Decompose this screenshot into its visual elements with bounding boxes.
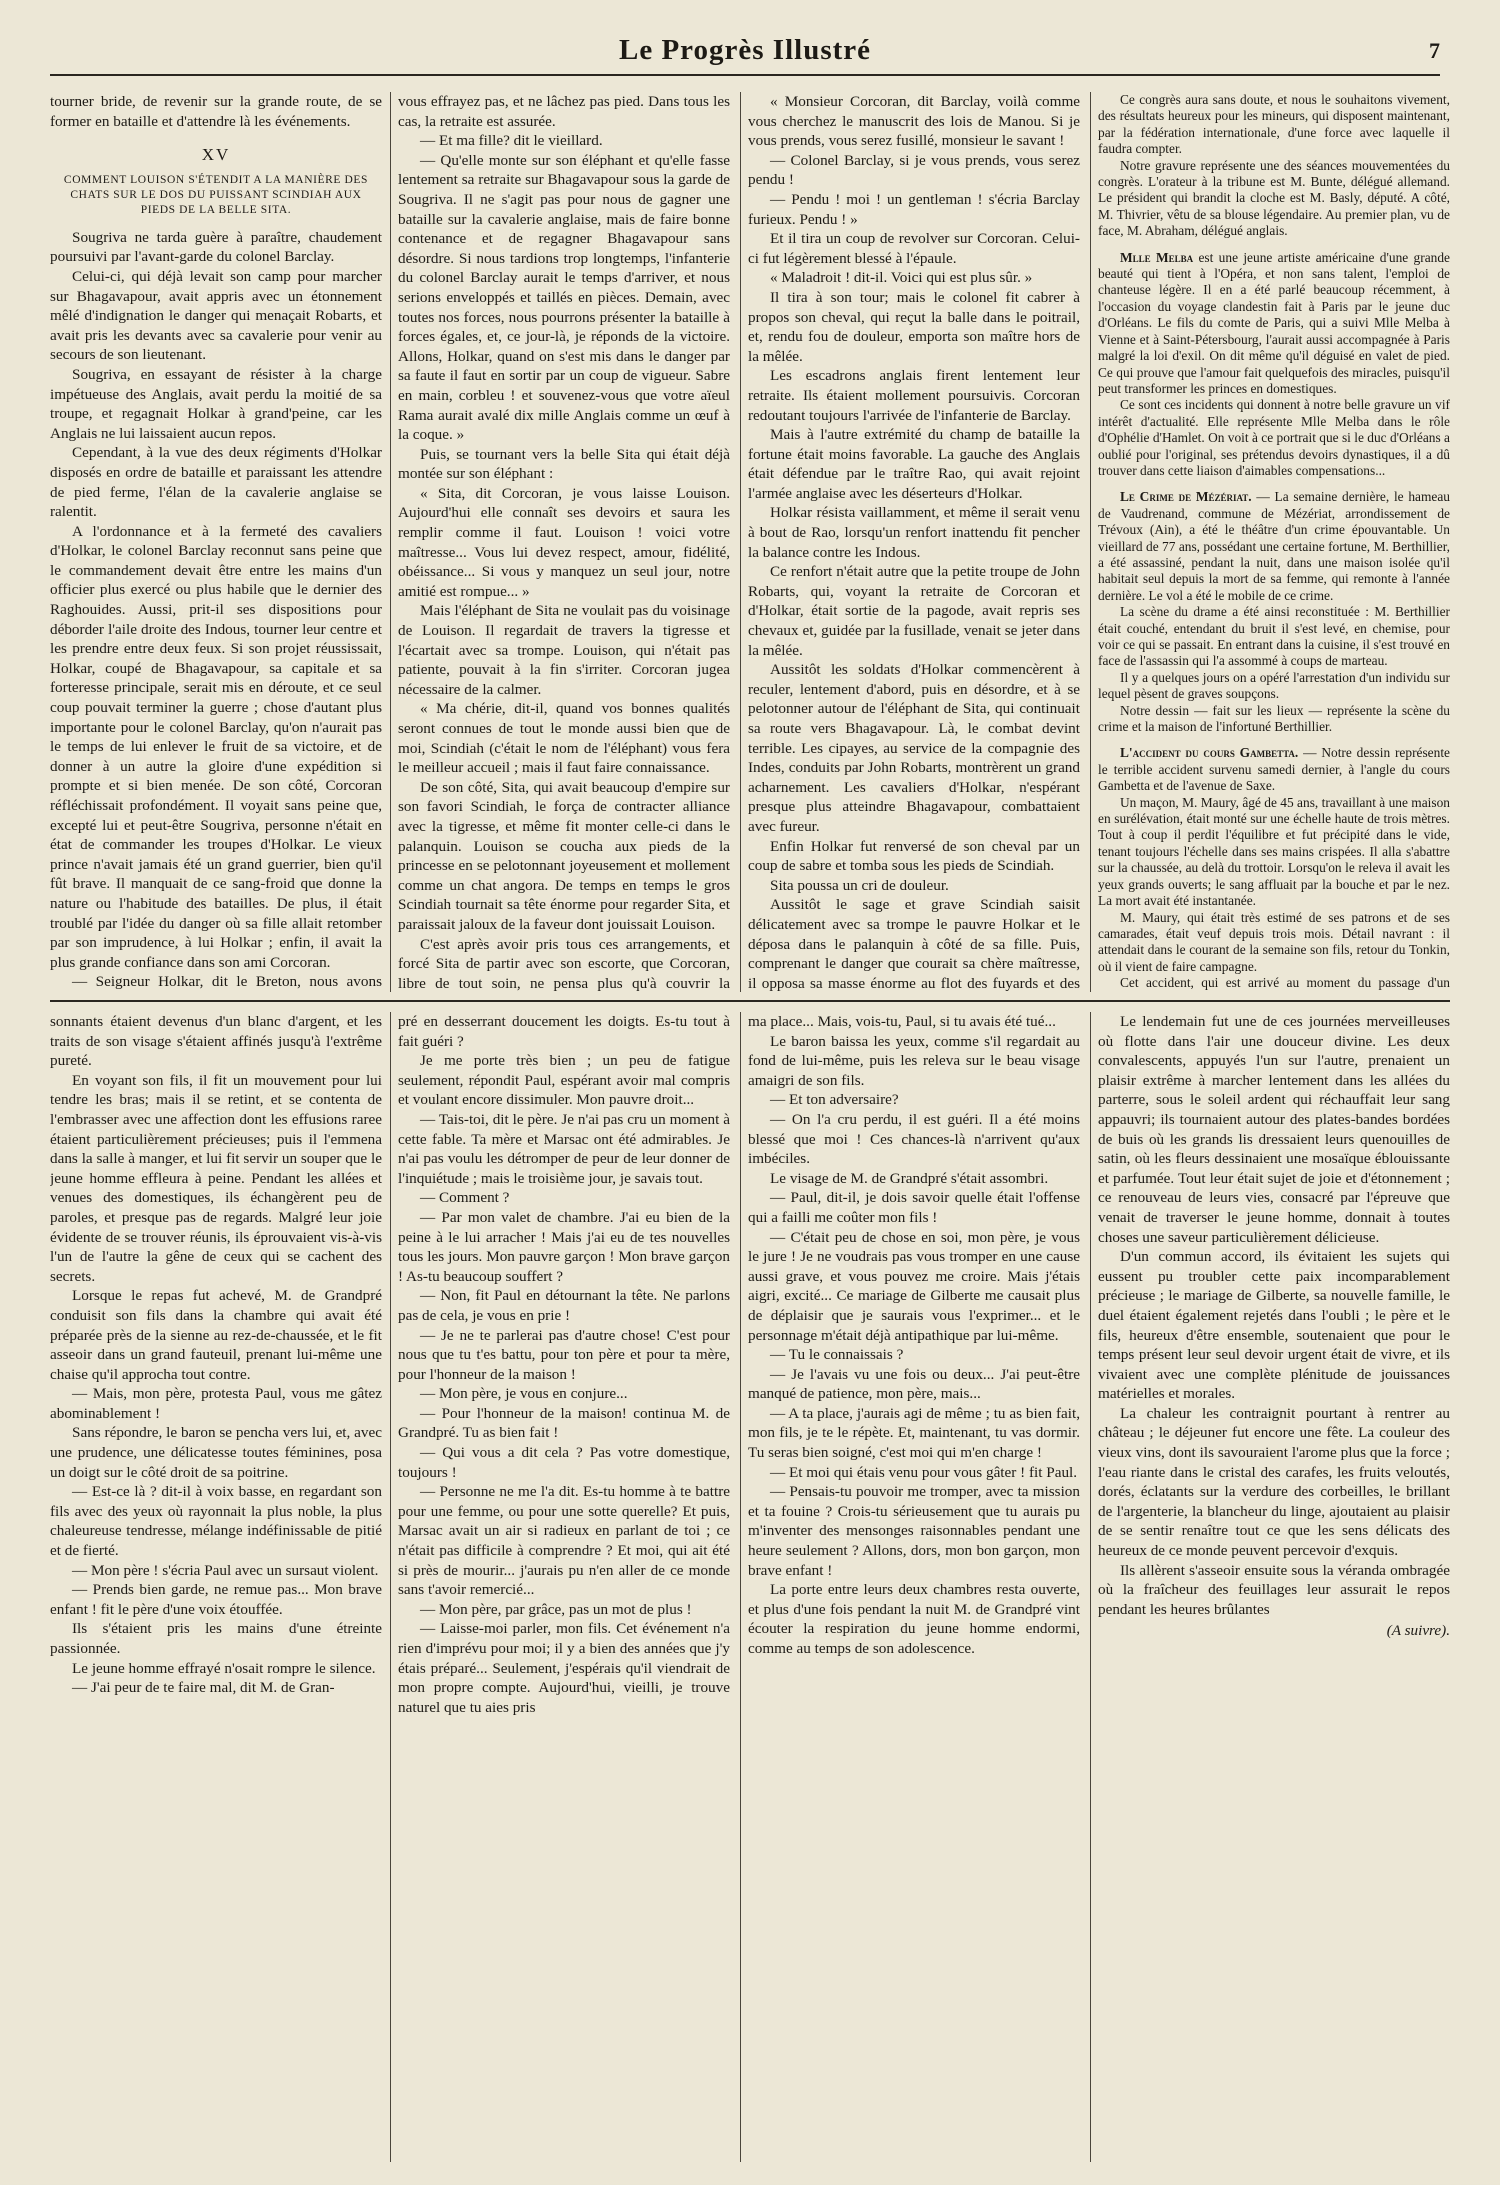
column-divider [390, 1012, 391, 2162]
paragraph: Aussitôt le sage et grave Scindiah saisit délicatement avec sa trompe le pauvre Holkar et le déposa dans le palanquin à côté de sa fille. Puis, comprenant le danger que courait sa chère maîtresse, il opposa sa masse énorme au flot des fuyards et des [748, 896, 1080, 992]
paragraph: — J'ai peur de te faire mal, dit M. de Gran- [72, 1679, 335, 1697]
paragraph: Holkar résista vaillamment, et même il serait venu à bout de Rao, lorsqu'un renfort inattendu fit pencher la balance contre les Indous. [748, 504, 1080, 561]
paragraph: Notre gravure représente une des séances mouvementées du congrès. L'orateur à la tribune est M. Bunte, délégué allemand. Le président qui brandit la cloche est M. Basly, député. A côté, M. Thivrier, vêtu de sa blouse légendaire. Au premier plan, vu de face, M. Abraham, délégué anglais. [1098, 157, 1450, 239]
paragraph: — Pour l'honneur de la maison! continua M. de Grandpré. Tu as bien fait ! [398, 1404, 730, 1442]
paragraph: A l'ordonnance et à la fermeté des cavaliers d'Holkar, le colonel Barclay reconnut sans peine que le commandement devait être entre les mains d'un officier plus exercé ou plus habile que le dernier des Raghouides. Aussi, prit-il ses dispositions pour déborder l'aile droite des Indous, tourner leur centre et les prendre entre deux feux. Si son projet réussissait, Holkar, coupé de Bhagavapour, sa capitale et sa forteresse principale, serait mis en déroute, et ce seul coup pouvait terminer la guerre ; chose d'autant plus importante pour le colonel Barclay, qu'on n'aurait pas le temps de lui enlever le fruit de sa victoire, et de donner à un autre la gloire d'une expédition si prompte et si bien menée. De son côté, Corcoran réfléchissait profondément. Il voyait sans peine que, excepté lui et peut-être Sougriva, personne n'était en état de commander les troupes d'Holkar. Le vieux prince n'avait jamais été un grand guerrier, bien qu'il fût brave. Il manquait de ce sang-froid que donne la nature ou l'habitude des batailles. De plus, il était troublé par l'idée du danger où sa fille allait retomber par son imprudence, à lui Holkar ; enfin, il avait la plus grande confiance dans son ami Corcoran. [50, 522, 382, 971]
paragraph: — Je ne te parlerai pas d'autre chose! C'est pour nous que tu t'es battu, pour ton père et pour ta mère, pour l'honneur de la maison ! [398, 1326, 730, 1383]
paragraph: Lorsque le repas fut achevé, M. de Grandpré conduisit son fils dans la chambre qui avait été préparée près de la sienne au rez-de-chaussée, et le fit asseoir dans un grand fauteuil, prenant lui-même une chaise qu'il approcha tout contre. [50, 1287, 382, 1383]
page-number: 7 [1429, 38, 1440, 63]
column-divider [390, 92, 391, 992]
newspaper-title: Le Progrès Illustré [618, 34, 872, 66]
paragraph: « Maladroit ! dit-il. Voici qui est plus sûr. » [770, 269, 1033, 287]
paragraph: Ils s'étaient pris les mains d'une étreinte passionnée. [50, 1620, 382, 1657]
paragraph [1098, 745, 1450, 794]
paragraph: — Tu le connaissais ? [770, 1346, 904, 1364]
paragraph: Celui-ci, qui déjà levait son camp pour marcher sur Bhagavapour, avait appris avec un étonnement mêlé d'indignation le danger qui menaçait Robarts, et avait pris les devants avec sa cavalerie pour venir au secours de son lieutenant. [50, 267, 382, 364]
paragraph: — Et ma fille? dit le vieillard. [420, 132, 603, 150]
paragraph [1098, 489, 1450, 604]
section-title: Le Crime de Mézériat. [1120, 489, 1252, 505]
paragraph: — Et moi qui étais venu pour vous gâter ! fit Paul. [770, 1463, 1078, 1481]
paragraph: — Non, fit Paul en détournant la tête. Ne parlons pas de cela, je vous en prie ! [398, 1287, 730, 1324]
paragraph: « Monsieur Corcoran, dit Barclay, voilà comme vous cherchez le manuscrit des lois de Manou. Si je vous prends, vous serez fusillé, monsieur le savant ! [748, 93, 1080, 150]
paragraph [1098, 250, 1450, 398]
paragraph: Sougriva ne tarda guère à paraître, chaudement poursuivi par l'avant-garde du colonel Barclay. [50, 228, 382, 266]
paragraph: — Mais, mon père, protesta Paul, vous me gâtez abominablement ! [50, 1385, 382, 1422]
paragraph: — C'était peu de chose en soi, mon père, je vous le jure ! Je ne voudrais pas vous tromper en une cause aussi grave, et vous pouvez me croire. Mais j'étais aigri, excité... Ce mariage de Gilberte me causait plus de déplaisir que je saurais vous l'exprimer... et le personnage m'était déjà antipathique par lui-même. [748, 1228, 1080, 1344]
paragraph: Enfin Holkar fut renversé de son cheval par un coup de sabre et tomba sous les pieds de Scindiah. [748, 837, 1080, 875]
column-divider [1090, 1012, 1091, 2162]
paragraph: Il tira à son tour; mais le colonel fit cabrer à propos son cheval, qui reçut la balle dans le poitrail, et, rendu fou de douleur, emporta son maître hors de la mêlée. [748, 288, 1080, 365]
paragraph: — Mon père ! s'écria Paul avec un sursaut violent. [72, 1561, 379, 1579]
paragraph: Ce sont ces incidents qui donnent à notre belle gravure un vif intérêt d'actualité. Elle représente Mlle Melba dans le rôle d'Ophélie d'Hamlet. On voit à ce portrait que si le duc d'Orléans a oublié pour l'original, ses prétendus devoirs dynastiques, il a dû trouver dans cette liaison d'aimables compensations... [1098, 397, 1450, 478]
paragraph: Le lendemain fut une de ces journées merveilleuses où flotte dans l'air une douceur divine. Les deux convalescents, appuyés l'un sur l'autre, prenaient un plaisir extrême à marcher lentement dans les allées du parterre, sous le soleil ardent qui réchauffait leur sang appauvri; ils tournaient autour des plates-bandes bordées de buis où les grands lis dressaient leurs quenouilles de satin, où les fleurs dessinaient une mosaïque éblouissante et parfumée. Tout leur était sujet de joie et d'étonnement ; ce renouveau de leurs vies, consacré par l'épreuve que venait de traverser le jeune homme, donnait à toutes choses une saveur particulièrement délicieuse. [1098, 1013, 1450, 1246]
paragraph: — Pensais-tu pouvoir me tromper, avec ta mission et ta fouine ? Crois-tu sérieusement que tu aurais pu m'inventer des mensonges raisonnables pendant une heure seulement ? Allons, dors, mon bon garçon, mon brave enfant ! [748, 1483, 1080, 1579]
paragraph: pré en desserrant doucement les doigts. Es-tu tout à fait guéri ? [398, 1013, 730, 1050]
bottom-column-2 [398, 1012, 730, 2162]
section-divider [50, 1000, 1450, 1002]
paragraph: vous effrayez pas, et ne lâchez pas pied. Dans tous les cas, la retraite est assurée. [398, 93, 730, 130]
paragraph: — Qui vous a dit cela ? Pas votre domestique, toujours ! [398, 1444, 730, 1481]
paragraph: « Sita, dit Corcoran, je vous laisse Louison. Aujourd'hui elle connaît ses devoirs et saura les remplir comme il faut. Louison ! voici votre maîtresse... Vous lui devez respect, amour, fidélité, obéissance... Si vous y manquez un seul jour, notre amitié est rompue... » [398, 484, 730, 600]
paragraph: C'est après avoir pris tous ces arrangements, et forcé Sita de partir avec son escorte, que Corcoran, libre de tout soin, ne pensa plus qu'à couvrir la [398, 935, 730, 992]
paragraph: sonnants étaient devenus d'un blanc d'argent, et les traits de son visage s'étaient affinés jusqu'à l'extrême pureté. [50, 1013, 382, 1070]
section-title: Mlle Melba [1120, 249, 1194, 265]
paragraph: Le baron baissa les yeux, comme s'il regardait au fond de lui-même, puis les releva sur le beau visage amaigri de son fils. [748, 1032, 1080, 1089]
paragraph: — Personne ne me l'a dit. Es-tu homme à te battre pour une femme, ou pour une sotte querelle? Et puis, Marsac avait un air si radieux en parlant de toi ; ce n'était pas difficile à comprendre ? Et moi, qui ait été si près de mourir... j'aurais pu n'en aller de ce monde sans t'avoir remercié... [398, 1483, 730, 1599]
paragraph: — Colonel Barclay, si je vous prends, vous serez pendu ! [748, 151, 1080, 189]
paragraph: D'un commun accord, ils évitaient les sujets qui eussent pu troubler cette paix incomparablement précieuse ; le mariage de Gilberte, sa nouvelle famille, le duel étaient également rejetés dans l'oubli ; le père et le fils, heureux d'être ensemble, soutenaient que pour le temps présent leur seul devoir urgent était de vivre, et ils vivaient avec une complète plénitude de jouissances matérielles et morales. [1098, 1248, 1450, 1403]
paragraph: Aussitôt les soldats d'Holkar commencèrent à reculer, lentement d'abord, puis en désordre, et à se pelotonner autour de l'éléphant de Sita, qui continuait sa route vers Bhagavapour. Là, le combat devint terrible. Les cipayes, au service de la compagnie des Indes, conduits par John Robarts, montrèrent un grand acharnement. Les cavaliers d'Holkar, n'espérant presque plus atteindre Bhagavapour, combattaient avec fureur. [748, 661, 1080, 835]
column-divider [740, 1012, 741, 2162]
section-text: est une jeune artiste américaine d'une grande beauté qui tient à l'Opéra, et non sans talent, l'emploi de chanteuse légère. Il en a été parlé beaucoup récemment, à l'occasion du voyage clandestin fait à Paris par le jeune duc d'Orléans. Le fils du comte de Paris, qui a suivi Mlle Melba à Vienne et à Saint-Pétersbourg, l'aurait aussi accompagnée à Paris malgré la loi d'exil. On dit même qu'il déguisé en valet de pied. Ce qui prouve que l'amour fait quelquefois des miracles, puisqu'il peut transformer les princes en domestiques. [1098, 249, 1450, 396]
paragraph: Et il tira un coup de revolver sur Corcoran. Celui-ci fut légèrement blessé à l'épaule. [748, 230, 1080, 267]
paragraph: Sita poussa un cri de douleur. [770, 876, 949, 894]
paragraph: Ce renfort n'était autre que la petite troupe de John Robarts, qui, voyant la retraite de Corcoran et d'Holkar, était sortie de la pagode, avait repris ses chevaux et, guidée par la fusillade, venait se jeter dans la mêlée. [748, 563, 1080, 659]
paragraph: Cependant, à la vue des deux régiments d'Holkar disposés en ordre de bataille et paraissant les attendre de pied ferme, l'élan de la cavalerie anglaise se ralentit. [50, 444, 382, 521]
paragraph: — Prends bien garde, ne remue pas... Mon brave enfant ! fit le père d'une voix étouffée. [50, 1581, 382, 1618]
paragraph: Sans répondre, le baron se pencha vers lui, et, avec une prudence, une délicatesse toutes féminines, posa un doigt sur le côté droit de sa poitrine. [50, 1424, 382, 1481]
paragraph: La chaleur les contraignit pourtant à rentrer au château ; le déjeuner fut encore une fête. La couleur des vieux vins, dont ils savouraient l'arome plus que la force ; l'eau riante dans le cristal des carafes, les fruits veloutés, dorés, éclatants sur la verdure des corbeilles, le brillant de l'argenterie, la blancheur du linge, ajoutaient au plaisir de se sentir renaître tout ce que les sens délicats des heureux de ce monde peuvent percevoir d'exquis. [1098, 1404, 1450, 1560]
section-text: — Notre dessin représente le terrible accident survenu samedi dernier, à l'angle du cours Gambetta et de l'avenue de Saxe. [1098, 745, 1450, 794]
paragraph: Ce congrès aura sans doute, et nous le souhaitons vivement, des résultats heureux pour les mineurs, qui disposent maintenant, par la fédération internationale, d'une force avec laquelle il faudra compter. [1098, 92, 1450, 157]
paragraph: Ils allèrent s'asseoir ensuite sous la véranda ombragée où la fraîcheur des feuillages leur assurait le repos pendant les heures brûlantes [1098, 1561, 1450, 1618]
paragraph: Mais à l'autre extrémité du champ de bataille la fortune était moins favorable. La gauche des Anglais était défendue par le traître Rao, qui avait rejoint l'armée anglaise avec les déserteurs d'Holkar. [748, 426, 1080, 502]
paragraph: — Est-ce là ? dit-il à voix basse, en regardant son fils avec des yeux où rayonnait la plus noble, la plus chaleureuse tendresse, mélange indéfinissable de pitié et de fierté. [50, 1483, 382, 1560]
paragraph: tourner bride, de revenir sur la grande route, de se former en bataille et d'attendre là les événements. [50, 93, 382, 130]
bottom-column-3 [748, 1012, 1080, 2162]
paragraph: — Paul, dit-il, je dois savoir quelle était l'offense qui a failli me coûter mon fils ! [748, 1189, 1080, 1226]
to-be-continued: (A suivre). [1386, 1622, 1450, 1640]
paragraph: — Mon père, je vous en conjure... [420, 1385, 628, 1403]
paragraph: — On l'a cru perdu, il est guéri. Il a été moins blessé que moi ! Ces chances-là n'arrivent qu'aux imbéciles. [748, 1110, 1080, 1168]
section-title: L'accident du cours Gambetta. [1120, 745, 1299, 761]
paragraph: — Par mon valet de chambre. J'ai eu bien de la peine à le lui arracher ! Mais j'ai eu de tes nouvelles tous les jours. Mon pauvre garçon ! Mon brave garçon ! As-tu beaucoup souffert ? [398, 1208, 730, 1285]
column-2 [398, 92, 730, 992]
paragraph: Je me porte très bien ; un peu de fatigue seulement, répondit Paul, espérant avoir mal compris et voulant encore dissimuler. Mon pauvre droit... [398, 1052, 730, 1109]
bottom-column-1 [50, 1012, 382, 2162]
paragraph: M. Maury, qui était très estimé de ses patrons et de ses camarades, était veuf depuis trois mois. Détail navrant : il attendait dans le courant de la semaine son fils, retour du Tonkin, où il vient de faire campagne. [1098, 909, 1450, 974]
paragraph: Sougriva, en essayant de résister à la charge impétueuse des Anglais, avait perdu la moitié de sa troupe, et regagnait Holkar à grand'peine, car les Anglais ne lui laissaient aucun repos. [50, 365, 382, 442]
paragraph: — Qu'elle monte sur son éléphant et qu'elle fasse lentement sa retraite sur Bhagavapour sous la garde de Sougriva. Il ne s'agit pas pour nous de gagner une bataille sur la cavalerie anglaise, mais de faire bonne contenance et de regagner Bhagavapour sans désordre. Si nous tardions trop longtemps, l'infanterie du colonel Barclay aurait le temps d'arriver, et nous serions enveloppés et taillés en pièces. Demain, avec toutes nos forces, nous pourrons présenter la bataille à forces égales, et, ce jour-là, je réponds de la victoire. Allons, Holkar, quand on s'est mis dans le danger par sa faute il faut en sortir par un coup de vigueur. Sabre en main, corbleu ! et souvenez-vous que votre aïeul Rama aurait avalé dix mille Anglais comme un œuf à la coque. » [398, 151, 730, 444]
paragraph: Un maçon, M. Maury, âgé de 45 ans, travaillant à une maison en surélévation, était monté sur une échelle haute de trois mètres. Tout à coup il perdit l'équilibre et fut précipité dans le vide, tenant toujours l'échelle dans ses mains crispées. Il alla s'abattre sur la chaussée, au delà du trottoir. Lorsqu'on le releva il avait les yeux grands ouverts; le sang affluait par la bouche et par le nez. La mort avait été instantanée. [1098, 794, 1450, 909]
paragraph: Cet accident, qui est arrivé au moment du passage d'un [1120, 975, 1450, 991]
paragraph: « Ma chérie, dit-il, quand vos bonnes qualités seront connues de tout le monde aussi bien que de moi, Scindiah (c'était le nom de l'éléphant) vous fera le meilleur accueil ; mais il faut faire connaissance. [398, 700, 730, 777]
bottom-column-4 [1098, 1012, 1450, 2162]
paragraph: Notre dessin — fait sur les lieux — représente la scène du crime et la maison de l'infortuné Berthillier. [1098, 702, 1450, 735]
paragraph: — Mon père, par grâce, pas un mot de plus ! [420, 1600, 692, 1618]
paragraph: — Je l'avais vu une fois ou deux... J'ai peut-être manqué de patience, mon père, mais... [748, 1365, 1080, 1403]
column-divider [1090, 92, 1091, 992]
paragraph: — Et ton adversaire? [770, 1091, 899, 1109]
paragraph: — Seigneur Holkar, dit le Breton, nous avons [72, 973, 382, 991]
paragraph: — Pendu ! moi ! un gentleman ! s'écria Barclay furieux. Pendu ! » [748, 190, 1080, 228]
column-divider [740, 92, 741, 992]
paragraph: Le jeune homme effrayé n'osait rompre le silence. [72, 1659, 376, 1677]
paragraph: Puis, se tournant vers la belle Sita qui était déjà montée sur son éléphant : [398, 445, 730, 483]
paragraph: Les escadrons anglais firent lentement leur retraite. Ils étaient mollement poursuivis. Corcoran redoutant toujours l'arrivée de l'infanterie de Barclay. [748, 367, 1080, 424]
paragraph: — Comment ? [420, 1189, 510, 1207]
column-4 [1098, 92, 1450, 992]
column-3 [748, 92, 1080, 992]
paragraph: Le visage de M. de Grandpré s'était assombri. [770, 1169, 1049, 1187]
chapter-number: XV [201, 145, 231, 165]
paragraph: — A ta place, j'aurais agi de même ; tu as bien fait, mon fils, je te le répète. Et, maintenant, tu vas dormir. Tu seras bien soigné, c'est moi qui m'en charge ! [748, 1404, 1080, 1462]
paragraph: Il y a quelques jours on a opéré l'arrestation d'un individu sur lequel pèsent de graves soupçons. [1098, 669, 1450, 702]
paragraph: La porte entre leurs deux chambres resta ouverte, et plus d'une fois pendant la nuit M. de Grandpré vint écouter la respiration du jeune homme endormi, comme au temps de son adolescence. [748, 1581, 1080, 1657]
column-1 [50, 92, 382, 992]
paragraph: — Laisse-moi parler, mon fils. Cet événement n'a rien d'imprévu pour moi; il y a bien des années que j'y étais préparé... Seulement, j'espérais qu'il viendrait de mon propre compte. Aujourd'hui, vieilli, je trouve naturel que tu aies pris [398, 1620, 730, 1716]
paragraph: En voyant son fils, il fit un mouvement pour lui tendre les bras; mais il se retint, et se contenta de l'embrasser avec une affection dont les effusions raree étaient particulièrement précieuses; puis il l'emmena dans la salle à manger, et lui fit servir un souper que le jeune homme effleura à peine. Pendant les allées et venues des domestiques, ils échangèrent peu de paroles, et presque pas de regards. Malgré leur joie évidente de se trouver réunis, ils éprouvaient vis-à-vis l'un de l'autre la gêne de ceux qui se cachent des secrets. [50, 1071, 382, 1285]
masthead [50, 30, 1440, 76]
paragraph: La scène du drame a été ainsi reconstituée : M. Berthillier était couché, entendant du bruit il s'est levé, en chemise, pour voir ce qui se passait. En entrant dans la cuisine, il s'est trouvé en face de l'assassin qui l'a assommé à coups de marteau. [1098, 604, 1450, 669]
section-text: — La semaine dernière, le hameau de Vaudrenand, commune de Mézériat, arrondissement de Trévoux (Ain), a été le théâtre d'un crime épouvantable. Un vieillard de 77 ans, possédant une certaine fortune, M. Berthillier, a été assassiné, pendant la nuit, dans une maison isolée qu'il habitait seul depuis la mort de sa femme, qui remonte à l'année dernière. Le vol a été le mobile de ce crime. [1098, 489, 1450, 603]
paragraph: De son côté, Sita, qui avait beaucoup d'empire sur son favori Scindiah, le força de contracter alliance avec la tigresse, et même fit monter celle-ci dans le palanquin. Louison se coucha aux pieds de la princesse en se pelotonnant joyeusement et mollement comme un chat angora. De temps en temps le gros Scindiah tournait sa tête énorme pour regarder Sita, et paraissait jaloux de la faveur dont jouissait Louison. [398, 778, 730, 933]
paragraph: Mais l'éléphant de Sita ne voulait pas du voisinage de Louison. Il regardait de travers la tigresse et l'écartait avec sa trompe. Louison, qui n'était pas patiente, pouvait à la fin s'irriter. Corcoran jugea nécessaire de la calmer. [398, 602, 730, 698]
chapter-summary: COMMENT LOUISON S'ÉTENDIT A LA MANIÈRE DES CHATS SUR LE DOS DU PUISSANT SCINDIAH AUX PIEDS DE LA BELLE SITA. [63, 173, 369, 216]
paragraph: ma place... Mais, vois-tu, Paul, si tu avais été tué... [748, 1013, 1056, 1030]
paragraph: — Tais-toi, dit le père. Je n'ai pas cru un moment à cette fable. Ta mère et Marsac ont été admirables. Je n'ai pas voulu les détromper de peur de leur donner de l'inquiétude ; mais le troisième jour, je savais tout. [398, 1110, 730, 1187]
